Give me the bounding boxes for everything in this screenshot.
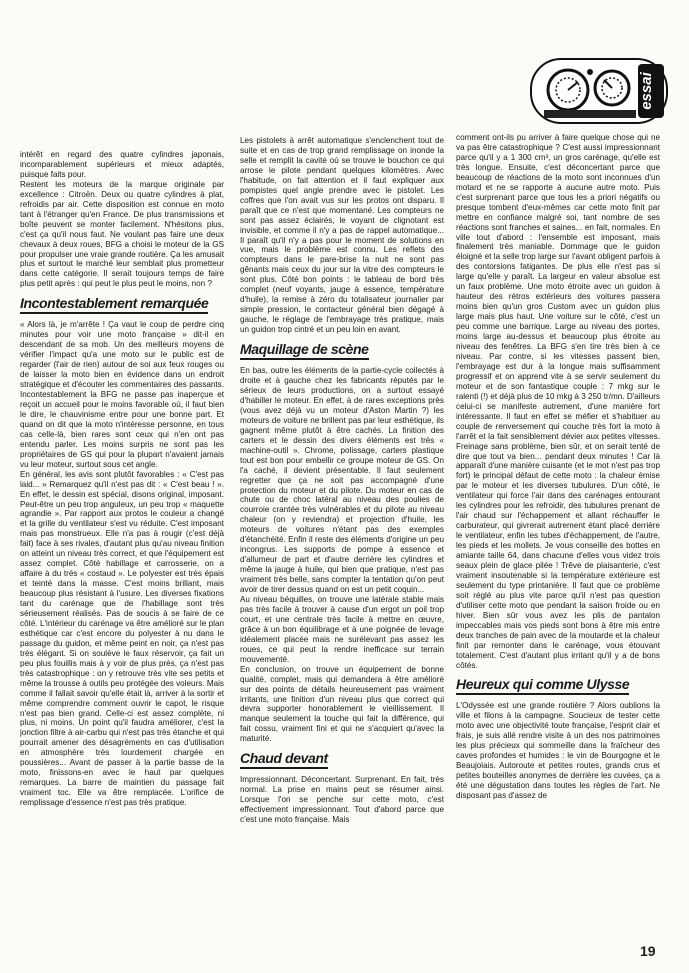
section-heading: Heureux qui comme Ulysse [456, 676, 629, 695]
logo-text: essai [638, 72, 655, 110]
paragraph: Au niveau béquilles, on trouve une latérale stable mais pas très facile à trouver à cause d'un ergot un poil trop court, et une centrale très facile à mettre en œuvre, grâce à un bon équilibrage et à une poignée de levage idéalement placée mais ne surélevant pas assez les roues, ce qui peut la rendre inefficace sur terrain mouvementé. [240, 594, 444, 664]
column-1 [20, 150, 224, 945]
essai-logo [530, 58, 668, 124]
page-number: 19 [640, 943, 656, 959]
paragraph: Les pistolets à arrêt automatique s'enclenchent tout de suite et en cas de trop grand remplissage on inonde la selle et remplit la cavité où se trouve le bouchon ce qui arrose le pilote pendant quelques kilomètres. Avec l'habitude, on fait attention et il faut expliquer aux pompistes quel angle prendre avec le pistolet. Les coffres que l'on avait vus sur les protos ont disparu. Il paraît que ce n'est que momentané. Les compteurs ne sont pas assez éclairés, le voyant de clignotant est invisible, et comme il n'y a pas de rappel automatique... Il paraît qu'il n'y a pas pour le moment de solutions en vue, mais le problème est connu. Les reflets des compteurs dans le pare-brise la nuit ne sont pas gênants mais ceux du jour sur la vitre des compteurs le sont plus. Côté bon points : le tableau de bord très complet (neuf voyants, jauge à essence, température d'huile), la remise à zéro du totalisateur journalier par simple pression, le contacteur général bien dégagé à gauche, le réglage de l'embrayage très pratique, mais un guidon trop cintré et un peu loin en avant. [240, 136, 444, 335]
paragraph: Restent les moteurs de la marque originale par excellence : Citroën. Deux ou quatre cylindres à plat, refroidis par air. Cette disposition est connue en moto tant à l'étranger qu'en France. De plus transmissions et boîte peuvent se monter facilement. N'hésitons plus, c'est ça qu'il nous faut. Ne voulant pas faire une deux chevaux à deux roues, BFG a choisi le moteur de la GS pour propulser une vraie grande routière. Ça les amusait plus et surtout le marché leur semblait plus prometteur dans cette catégorie. Il serait toujours temps de faire plus petit après : qui peut le plus peut le moins, non ? [20, 179, 224, 289]
section-heading: Incontestablement remarquée [20, 295, 208, 314]
column-3 [456, 133, 660, 933]
section-heading: Maquillage de scène [240, 341, 369, 360]
paragraph: comment ont-ils pu arriver à faire quelque chose qui ne va pas être catastrophique ? C'est aussi impressionnant parce qu'il y a 1 300 cm³, un gros carénage, qu'elle est très longue. Ensuite, c'est déconcertant parce que beaucoup de réactions de la moto sont inconnues d'un motard et ne se rapporte à aucune autre moto. Puis c'est surprenant parce que tous les a priori négatifs ou presque tombent d'eux-mêmes car cette moto finit par mettre en confiance malgré soi, tant nombre de ses réactions sont franches et saines... en fait, normales. En ville tout d'abord : l'ensemble est imposant, mais finalement très maniable. Dommage que le guidon éloigné et la selle trop large sur l'avant obligent parfois à des contorsions fatigantes. De plus elle n'est pas si large qu'elle y paraît. La largeur en valeur absolue est un faux problème. Une moto étroite avec un guidon à hauteur des rétros extérieurs des voitures passera moins bien qu'un gros Custom avec un guidon plus large mais plus haut. Une voiture sur le côté, c'est un peu comme une barrique. Large au niveau des portes, moins large au-dessus et beaucoup plus étroite au niveau des fenêtres. La BFG s'en tire très bien à ce niveau. Par contre, si les vitesses passent bien, l'embrayage est dur à la longue mais suffisamment progressif et on apprend vite à se servir seulement du moteur et de son fantastique couple : 7 mkg sur le ralenti (!) et déjà plus de 10 mkg à 3 250 tr/mn. D'ailleurs celui-ci se manifeste autrement, d'une manière fort intéressante. Il faut en effet se méfier et s'habituer au couple de renversement qui couche très fort la moto à l'arrêt et la fait sensiblement dévier aux petites vitesses. Freinage sans problème, bien sûr, et on serait tenté de dire que tout va bien... pendant deux minutes ! Car là apparaît d'une manière cuisante (et le mot n'est pas trop fort) le principal défaut de cette moto : la chaleur émise par le moteur et les diverses tubulures. D'un côté, le ventilateur qui force l'air dans des carénages entourant les cylindres pour les refroidir, des tubulures prenant de l'air chaud sur l'échappement et allant réchauffer le carburateur, qui givrerait autrement étant placé derrière le ventilateur, enfin les tubes d'échappement, de l'autre, les pieds et les mollets. Je vous conseille des bottes en amiante taille 64, dans chacune d'elles vous videz trois seaux plein de glace pilée ! Trêve de plaisanterie, c'est vraiment insoutenable si la température extérieure est seulement du type printanière. Il faut que ce problème soit réglé au plus vite parce qu'il n'est pas question d'utiliser cette moto que pendant la saison froide ou en hiver. Bien sûr vous avez les plis de pantalon impeccables mais vos pieds sont bons à être mis entre deux tranches de pain avec de la moutarde et la chaleur finit par remonter dans le carénage, vous étouvant totalement. C'est d'autant plus irritant qu'il y a de bons côtés. [456, 133, 660, 670]
section-heading: Chaud devant [240, 750, 328, 769]
paragraph: En conclusion, on trouve un équipement de bonne qualité, complet, mais qui demandera à être amélioré sur des points de détails heureusement pas vraiment irritants, une finition d'un niveau plus que correct qui devra supporter honorablement le vieillissement. Il manque seulement la touche qui fait la différence, qui fait cossu, vraiment fini et qui ne s'acquiert qu'avec la maturité. [240, 664, 444, 744]
paragraph: L'Odyssée est une grande routière ? Alors oublions la ville et filons à la campagne. Soucieux de tester cette moto avec une objectivité toute française, l'esprit clair et frais, je suis allé rendre visite à un des nos patrimoines les plus précieux qui sommeille dans la fraîcheur des caves profondes et humides : le vin de Bourgogne et le Beaujolais. Autoroute et petites routes, grands crus et petites bouteilles anonymes de derrière les cuvées, ça a été une dégustation dans toutes les règles de l'art. Ne disposant pas d'assez de [456, 701, 660, 801]
paragraph: Impressionnant. Déconcertant. Surprenant. En fait, très normal. La prise en mains peut se résumer ainsi. Lorsque l'on se penche sur cette moto, c'est effectivement impressionnant. Tout d'abord parce que c'est une moto française. Mais [240, 775, 444, 825]
paragraph: intérêt en regard des quatre cylindres japonais, incomparablement supérieurs et mieux adaptés, puisque faits pour. [20, 150, 224, 179]
paragraph: En général, les avis sont plutôt favorables : « C'est pas laid... » Remarquez qu'il n'est pas dit : « C'est beau ! ». En effet, le dessin est spécial, disons original, imposant. Peut-être un peu trop anguleux, un peu trop « maquette agrandie ». Par rapport aux protos le couleur a changé et la grille du ventilateur s'est vu réduite. C'est imposant mais pas monstrueux. Elle n'a pas à rougir (c'est déjà fait) face à ses rivales, d'autant plus qu'au niveau finition on atteint un niveau très correct, et que l'équipement est assez complet. Côté habillage et carrosserie, on a affaire à du très « costaud ». Le polyester est très épais et teinté dans la masse. C'est moins brillant, mais beaucoup plus résistant à l'usure. Les diverses fixations tant du carénage que de l'habillage sont très sérieusement réalisés. Pas de soucis à se faire de ce côté. L'intérieur du carénage va être amélioré sur le plan esthétique car c'est encore du polyester à nu dans le passage du guidon, et même peint en noir, ça n'est pas très élégant. Si on soulève le faux réservoir, ça fait un peu plus fouillis mais à y voir de plus près, ça n'est pas très catastrophique : on y retrouve très vite ses petits et même la trousse à outils peu protégée des voleurs. Mais comme il fallait savoir qu'elle était là, arriver à la sortir et même comprendre comment ouvrir le capot, le risque n'est pas bien grand. Celle-ci est assez complète, ni plus, ni moins. Un point qu'il faudra améliorer, c'est la jonction filtre à air-carbu qui n'est pas très étanche et qui pourrait amener des désagréments en cas d'utilisation en atmosphère très lourdement chargée en poussières... Avant de passer à la partie basse de la moto, finissons-en avec le haut par quelques remarques. La barre de maintien du passage fait vraiment toc. Elle va être remplacée. L'orifice de remplissage d'essence n'est pas très pratique. [20, 469, 224, 808]
paragraph: En bas, outre les éléments de la partie-cycle collectés à droite et à gauche chez les fabricants réputés par le sérieux de leurs productions, on a surtout essayé d'habiller le moteur. En effet, à de rares exceptions près (vous avez déjà vu un moteur d'Aston Martin ?) les moteurs de voiture ne brillent pas par leur esthétique, ils gagnent même plutôt à être cachés. La finition des carters et le dessin des divers éléments est très « machine-outil ». Chrome, polissage, carters plastique tout est bon pour embellir ce groupe moteur de GS. On l'a caché, il devient présentable. Il faut seulement regretter que ça ne soit pas accompagné d'une protection du moteur et du pilote. Du moteur en cas de chute ou de choc latéral au niveau des poulies de courroie crantée très vulnérables et du pilote au niveau chaleur (on y reviendra) et projection d'huile, les moteurs de voitures n'étant pas des exemples d'étanchéité. Enfin il reste des éléments d'origine un peu incongrus. Les supports de pompe à essence et d'allumeur de part et d'autre derrière les cylindres et même la jauge à huile, qui bien que pratique, n'est pas vraiment très belle, sans compter la tentation qu'on peut avoir de tirer dessus quand on est un petit coquin... [240, 366, 444, 595]
paragraph: « Alors là, je m'arrête ! Ça vaut le coup de perdre cinq minutes pour voir une moto française » dit-il en descendant de sa mob. Un des meilleurs moyens de vérifier l'impact qu'a une moto sur le public est de regarder (l'air de rien) autour de soi aux feux rouges ou de laisser la moto bien en évidence dans un endroit stratégique et d'écouter les commentaires des passants. Incontestablement la BFG ne passe pas inaperçue et reçoit un accueil pour le moins favorable où, il faut bien le dire, le chauvinisme entre pour une bonne part. Et quand on dit que la moto n'intéresse personne, en tous cas celle-là, bien rares sont ceux qui n'en ont pas entendu parler. Les moins surpris ne sont pas les propriétaires de GS qui pour la plupart n'avaient jamais vu leur moteur, surtout sous cet angle. [20, 320, 224, 469]
column-2 [240, 136, 444, 946]
